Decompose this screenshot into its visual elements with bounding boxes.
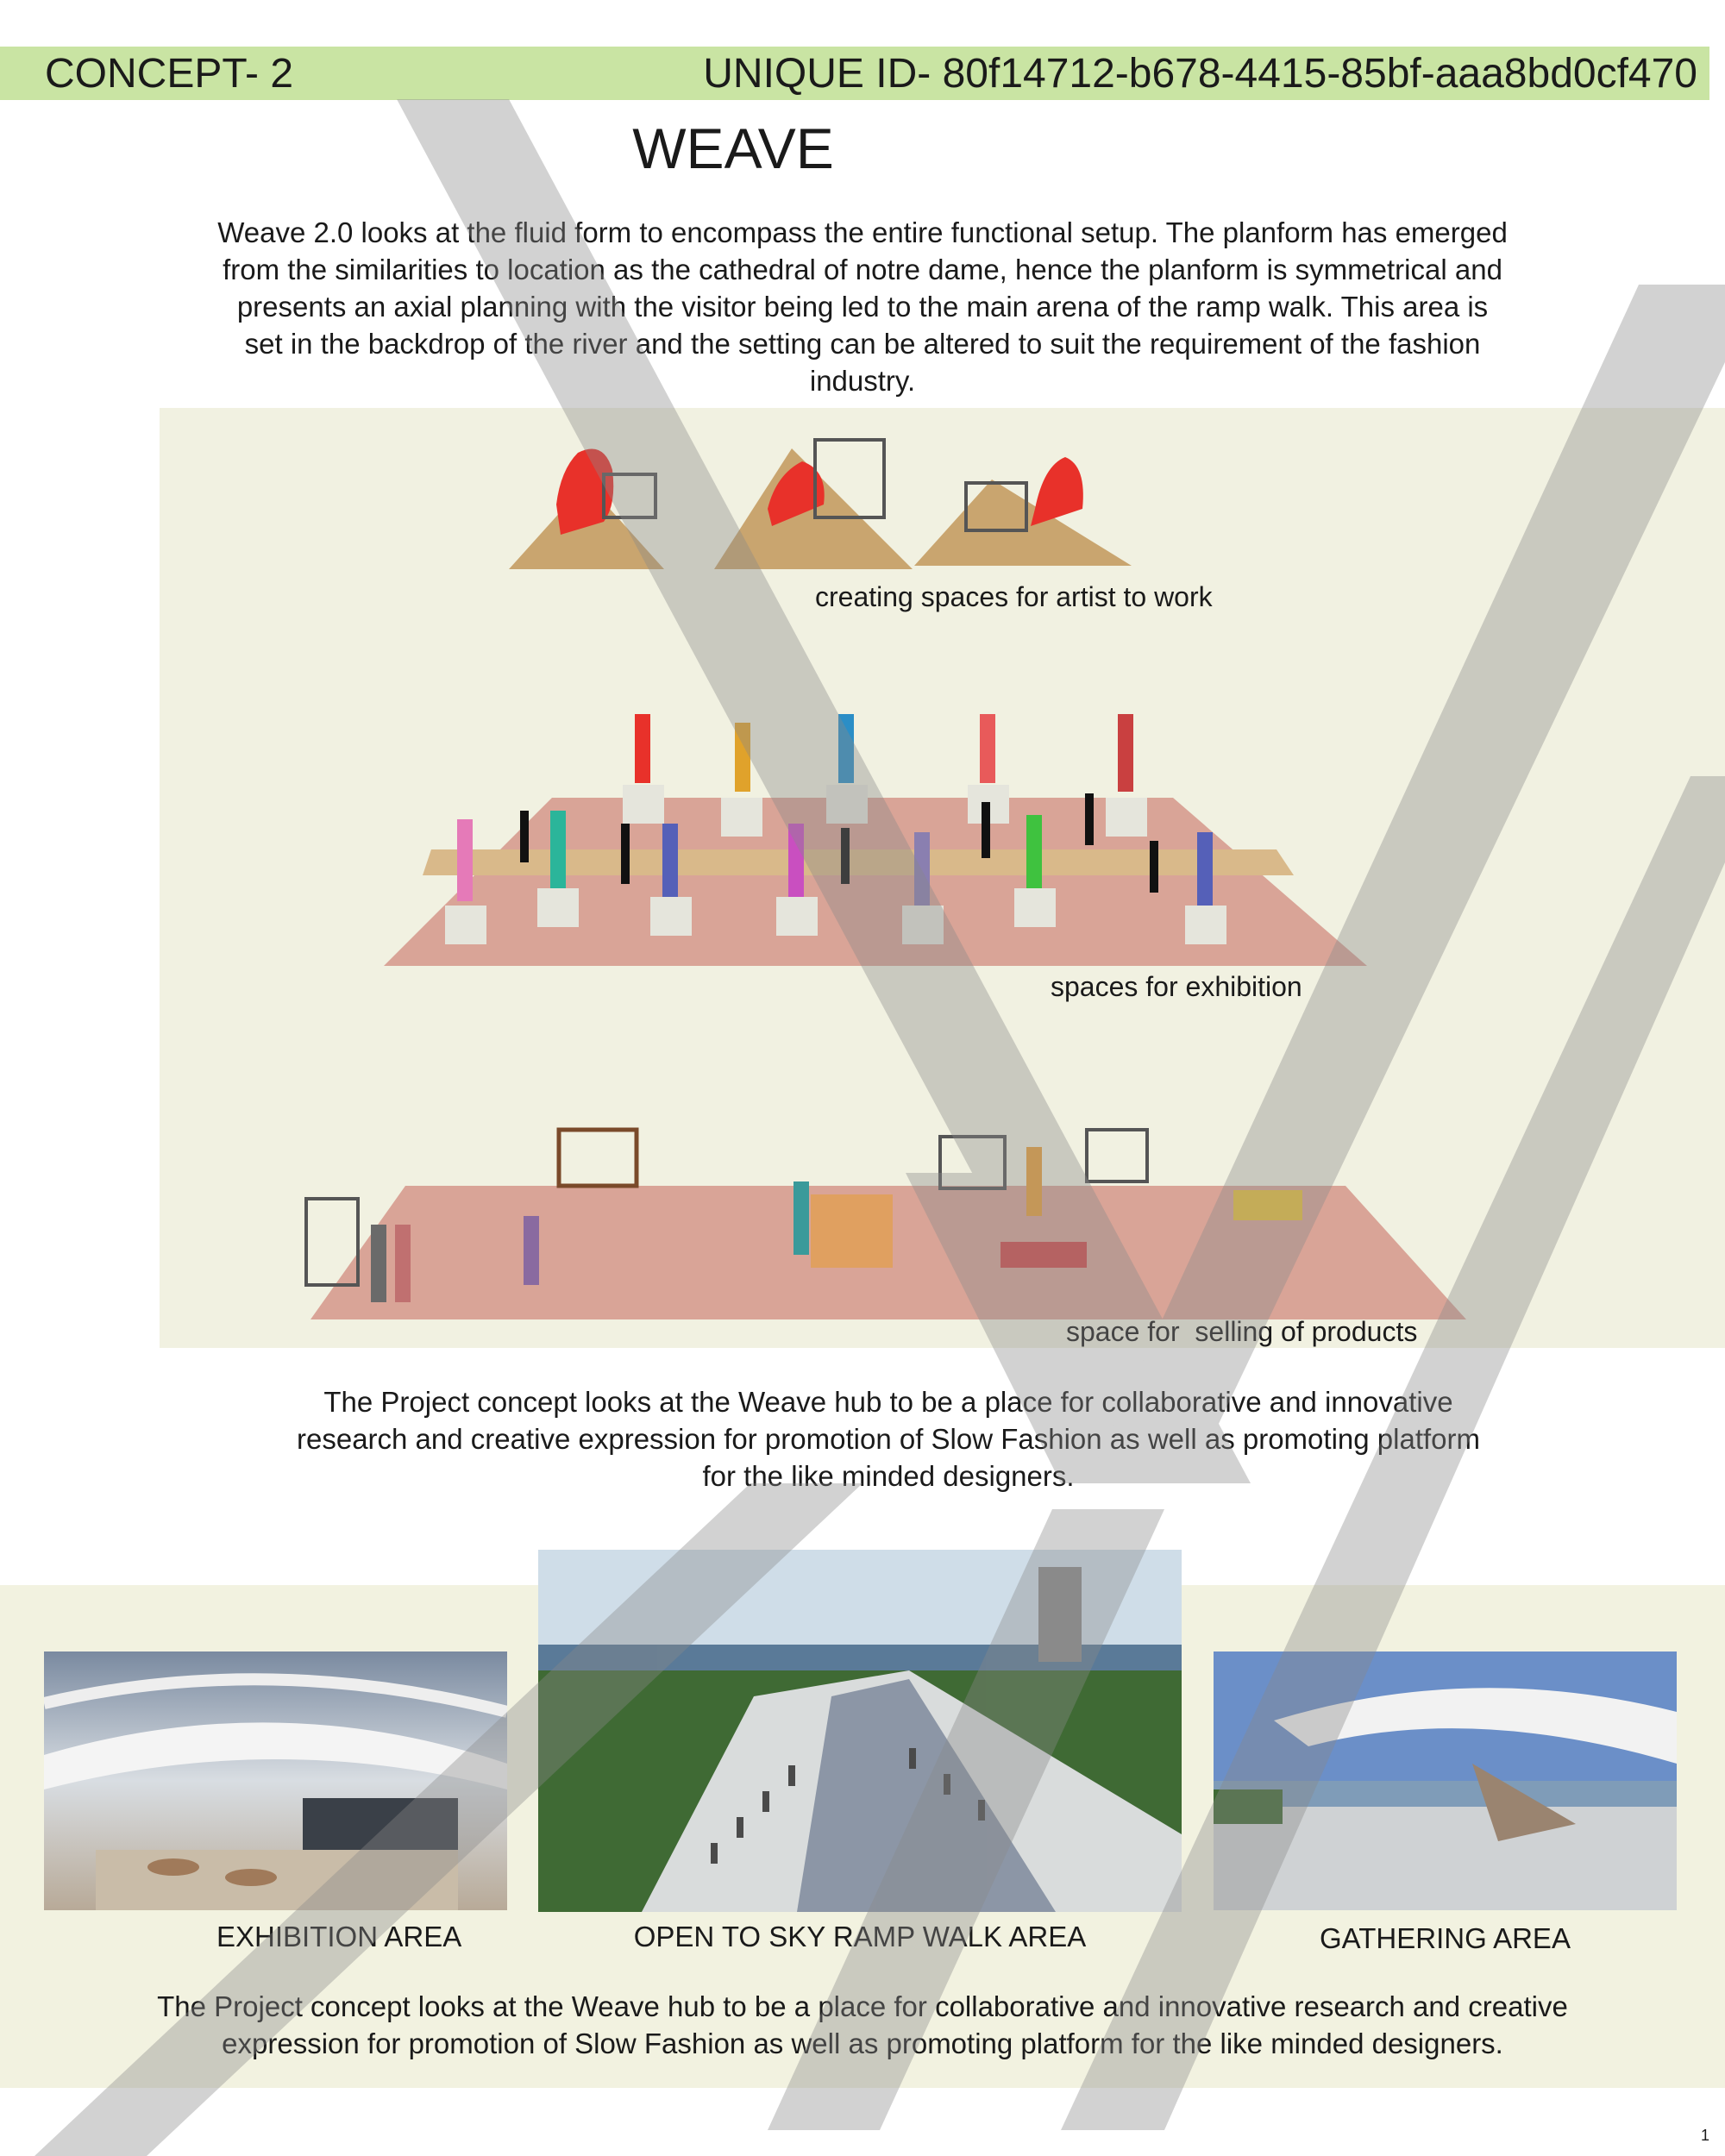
exhibition-area-label: EXHIBITION AREA bbox=[216, 1921, 462, 1952]
unique-id: UNIQUE ID- 80f14712-b678-4415-85bf-aaa8bd0cf470 bbox=[703, 51, 1697, 97]
exhibition-floor-illustration bbox=[384, 714, 1367, 966]
intro-paragraph: Weave 2.0 looks at the fluid form to encompass the entire functional setup. The planform has emerged from the similarities to location as the cathedral of notre dame, hence the planform is symmetrical and presents an axial planning with the visitor being led to the main arena of the ramp walk. This area is set in the backdrop of the river and the setting can be altered to suit the requirement of the fashion industry. bbox=[217, 216, 1508, 397]
caption-exhibition: spaces for exhibition bbox=[1051, 971, 1302, 1002]
artist-workspace-illustration bbox=[509, 440, 1132, 569]
caption-selling: space for selling of products bbox=[1066, 1316, 1418, 1347]
page-number: 1 bbox=[1700, 2127, 1709, 2144]
gathering-area-label: GATHERING AREA bbox=[1320, 1922, 1571, 1954]
gathering-area-render bbox=[1214, 1651, 1677, 1910]
exhibition-area-render bbox=[44, 1651, 507, 1910]
page-title: WEAVE bbox=[632, 116, 834, 180]
retail-floor-illustration bbox=[306, 1130, 1466, 1319]
ramp-walk-area-render bbox=[538, 1550, 1182, 1912]
concept-label: CONCEPT- 2 bbox=[45, 51, 294, 97]
concept-paragraph: The Project concept looks at the Weave hub to be a place for collaborative and innovative research and creative expression for promotion of Slow Fashion as well as promoting platform for the like minded designers. bbox=[297, 1386, 1480, 1492]
ramp-walk-area-label: OPEN TO SKY RAMP WALK AREA bbox=[633, 1921, 1087, 1952]
caption-artist-workspace: creating spaces for artist to work bbox=[815, 581, 1213, 612]
bottom-paragraph: The Project concept looks at the Weave hub to be a place for collaborative and innovative research and creative expression for promotion of Slow Fashion as well as promoting platform for the like minded designers. bbox=[157, 1990, 1568, 2059]
